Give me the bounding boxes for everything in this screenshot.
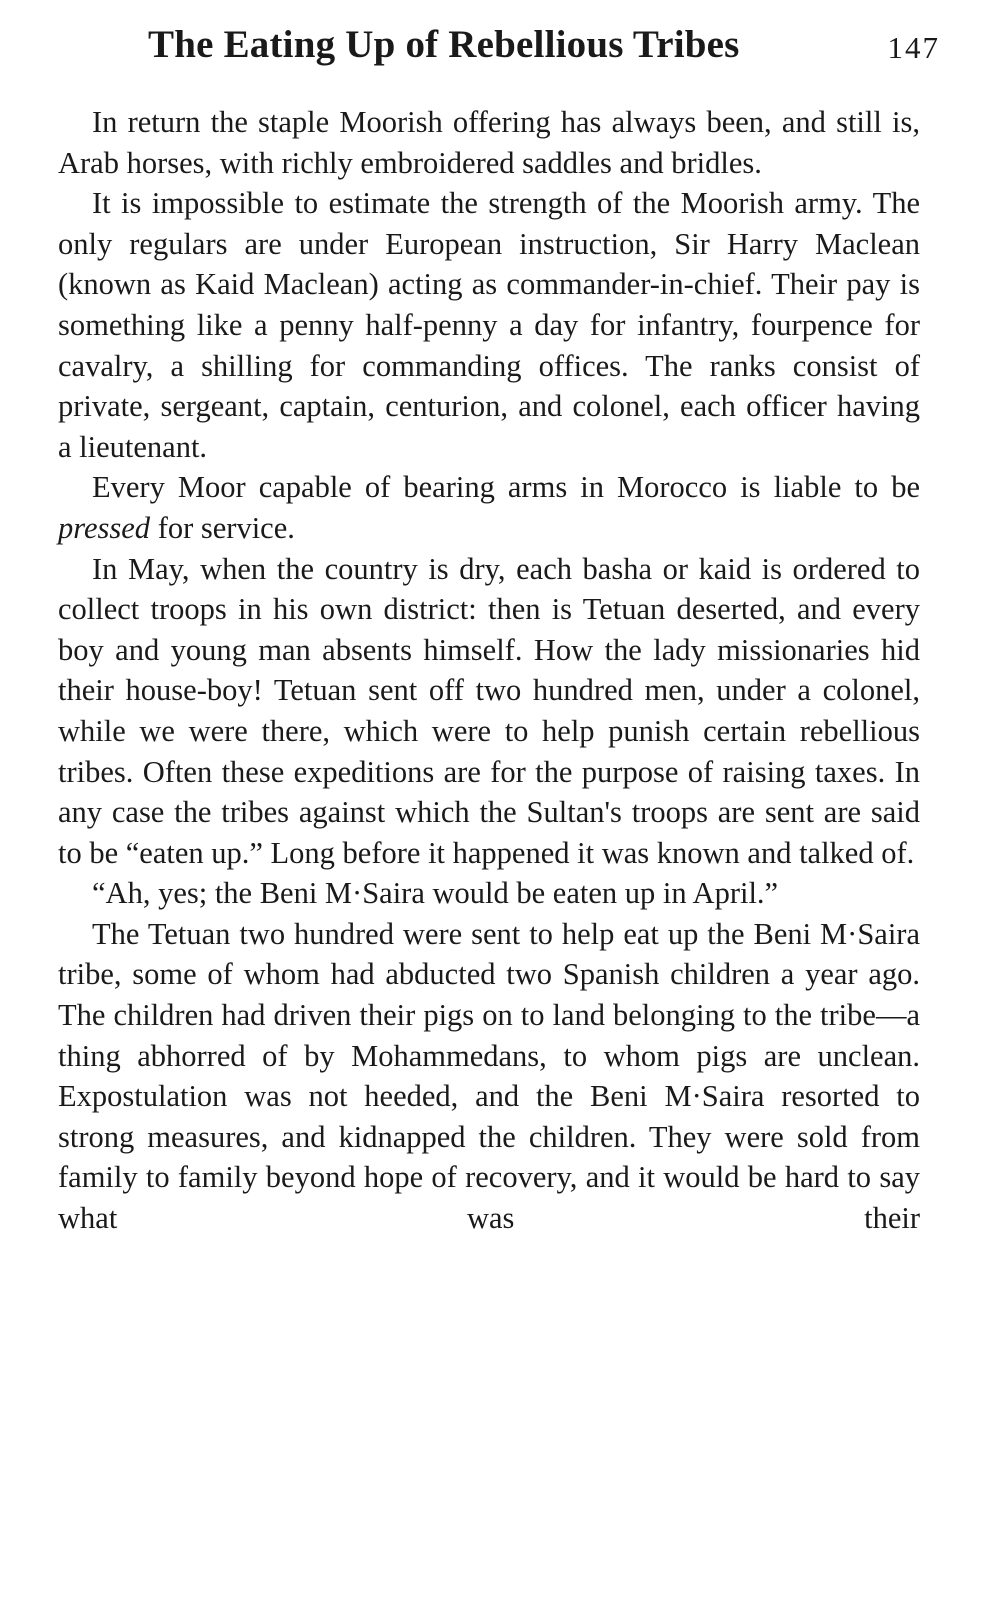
emphasis-pressed: pressed [58,510,151,545]
running-title: The Eating Up of Rebellious Tribes [148,23,740,66]
paragraph-horses: In return the staple Moorish offering has always been, and still is, Arab horses, with richly embroidered saddles and bridles. [58,105,920,180]
paragraph-tetuan: The Tetuan two hundred were sent to help eat up the Beni M·Saira tribe, some of whom had abducted two Spanish children a year ago. The children had driven their pigs on to land belonging to the tribe—a thing abhorred of by Mohammedans, to whom pigs are unclean. Expostulation was not heeded, and the Beni M·Saira resorted to strong measures, and kidnapped the children. They were sold from family to family beyond hope of recovery, and it would be hard to say what was their [58,916,920,1236]
paragraph-quote: “Ah, yes; the Beni M·Saira would be eaten up in April.” [92,876,779,911]
page-number: 147 [887,30,940,65]
paragraph-service-before: Every Moor capable of bearing arms in Morocco is liable to be [92,470,920,505]
paragraph-service-after: for service. [150,510,295,545]
body-text [58,102,920,1239]
paragraph-may: In May, when the country is dry, each basha or kaid is ordered to collect troops in his own district: then is Tetuan deserted, and every boy and young man absents himself. How the lady missionaries hid their house-boy! Tetuan sent off two hundred men, under a colonel, while we were there, which were to help punish certain rebellious tribes. Often these expeditions are for the purpose of raising taxes. In any case the tribes against which the Sultan's troops are sent are said to be “eaten up.” Long before it happened it was known and talked of. [58,551,920,870]
paragraph-army: It is impossible to estimate the strength of the Moorish army. The only regulars are under European instruction, Sir Harry Maclean (known as Kaid Maclean) acting as commander-in-chief. Their pay is something like a penny half-penny a day for infantry, fourpence for cavalry, a shilling for commanding offices. The ranks consist of private, sergeant, captain, centurion, and colonel, each officer having a lieutenant. [58,186,920,464]
paragraph-service [58,467,920,548]
page-header [60,22,940,82]
